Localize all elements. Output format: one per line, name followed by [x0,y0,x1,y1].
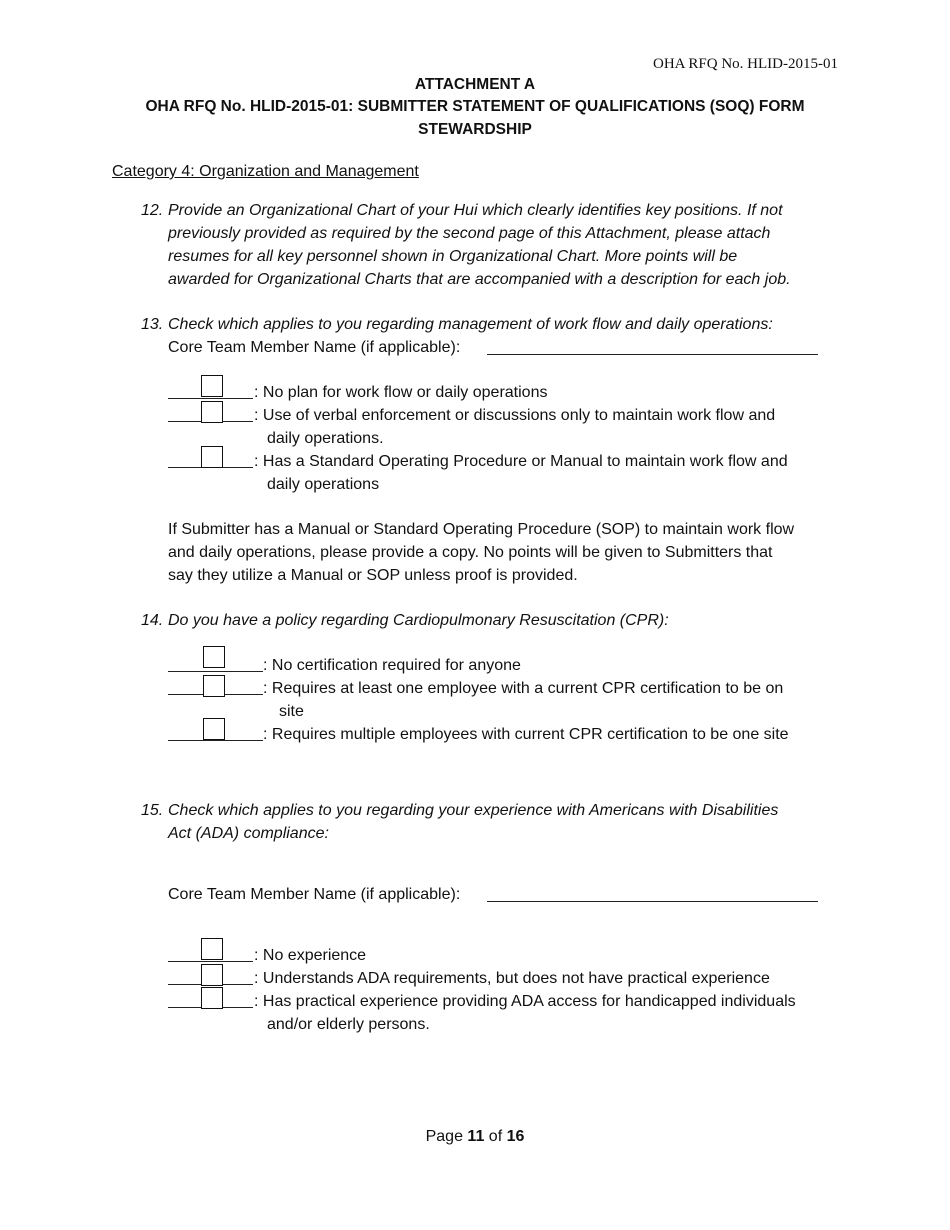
checkbox-verbal-enforcement[interactable] [201,401,223,423]
note-text-line: say they utilize a Manual or SOP unless proof is provided. [168,567,578,584]
question-text-line: Check which applies to you regarding your experience with Americans with Disabilities [168,802,779,819]
question-text-line: Act (ADA) compliance: [168,825,329,842]
note-text-line: and daily operations, please provide a copy. No points will be given to Submitters that [168,544,773,561]
checkbox-multiple-employees-cpr[interactable] [203,718,225,740]
option-label: : No plan for work flow or daily operations [254,384,548,401]
checkbox-no-plan[interactable] [201,375,223,397]
checkbox-no-experience[interactable] [201,938,223,960]
question-number: 15. [141,802,164,819]
question-number: 13. [141,316,164,333]
of-label: of [488,1128,503,1145]
option-label: : Requires at least one employee with a current CPR certification to be on [263,680,784,697]
form-title: OHA RFQ No. HLID-2015-01: SUBMITTER STATEMENT OF QUALIFICATIONS (SOQ) FORM [145,98,805,115]
option-label: : No certification required for anyone [263,657,521,674]
checkbox-understands-ada[interactable] [201,964,223,986]
checkbox-no-certification[interactable] [203,646,225,668]
checkbox-one-employee-cpr[interactable] [203,675,225,697]
page-label: Page [425,1128,463,1145]
core-team-name-field[interactable] [487,887,818,902]
option-label-continued: site [279,703,304,720]
question-text-line: awarded for Organizational Charts that are accompanied with a description for each job. [168,271,791,288]
page-number: 11 [467,1128,485,1145]
question-number: 12. [141,202,164,219]
core-team-label: Core Team Member Name (if applicable): [168,339,461,356]
option-label: : Understands ADA requirements, but does not have practical experience [254,970,770,987]
document-reference: OHA RFQ No. HLID-2015-01 [653,56,838,72]
option-label-continued: daily operations [267,476,380,493]
question-number: 14. [141,612,164,629]
attachment-title: ATTACHMENT A [414,76,536,93]
option-label-continued: daily operations. [267,430,384,447]
category-heading: Category 4: Organization and Management [112,163,419,180]
option-label: : Has practical experience providing ADA access for handicapped individuals [254,993,796,1010]
form-subtitle: STEWARDSHIP [418,121,532,138]
option-label-continued: and/or elderly persons. [267,1016,430,1033]
option-label: : No experience [254,947,367,964]
option-label: : Use of verbal enforcement or discussions only to maintain work flow and [254,407,776,424]
question-text: Check which applies to you regarding management of work flow and daily operations: [168,316,773,333]
question-text-line: resumes for all key personnel shown in Organizational Chart. More points will be [168,248,738,265]
page-total: 16 [506,1128,525,1145]
note-text-line: If Submitter has a Manual or Standard Operating Procedure (SOP) to maintain work flow [168,521,795,538]
core-team-label: Core Team Member Name (if applicable): [168,886,461,903]
checkbox-practical-experience[interactable] [201,987,223,1009]
option-label: : Has a Standard Operating Procedure or Manual to maintain work flow and [254,453,788,470]
option-label: : Requires multiple employees with current CPR certification to be one site [263,726,789,743]
question-text: Do you have a policy regarding Cardiopulmonary Resuscitation (CPR): [168,612,669,629]
core-team-name-field[interactable] [487,340,818,355]
question-text-line: previously provided as required by the second page of this Attachment, please attach [168,225,771,242]
page-footer [0,1128,950,1146]
question-text-line: Provide an Organizational Chart of your Hui which clearly identifies key positions. If not [168,202,783,219]
checkbox-sop-manual[interactable] [201,446,223,468]
